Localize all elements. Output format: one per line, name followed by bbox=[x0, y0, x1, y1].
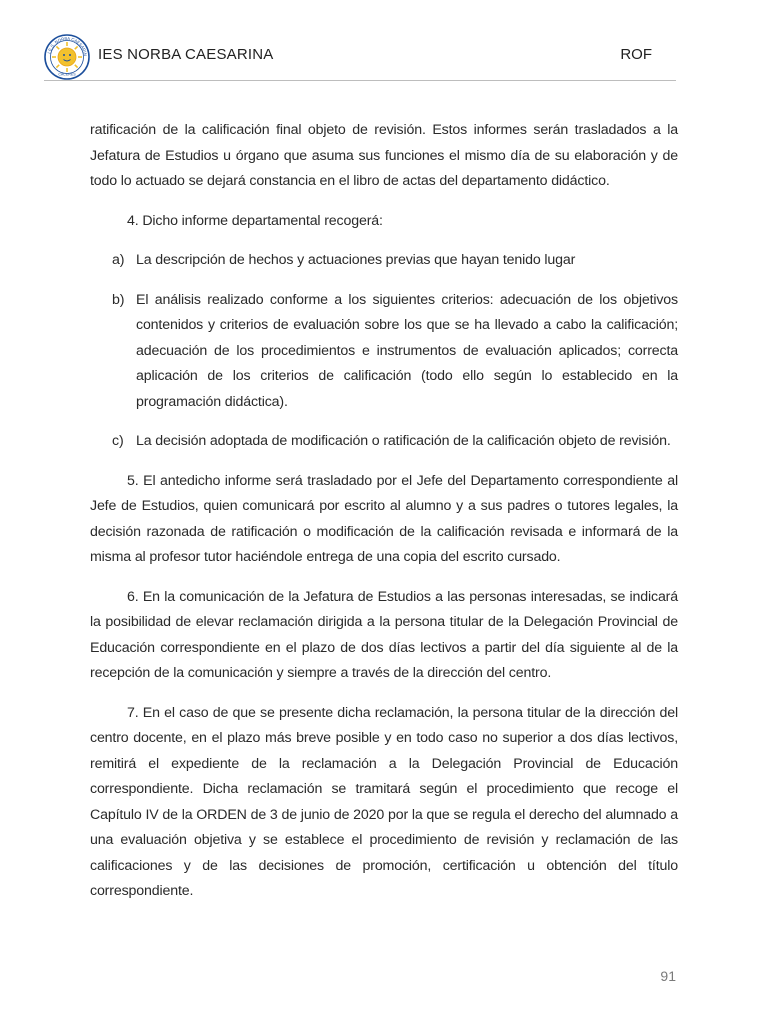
paragraph-intro: ratificación de la calificación final objeto de revisión. Estos informes serán trasladados a la Jefatura de Estudios u órgano que asuma sus funciones el mismo día de su elaboración y de todo lo actuado se dejará constancia en el libro de actas del departamento didáctico. bbox=[90, 122, 678, 189]
school-logo-icon bbox=[44, 34, 90, 80]
logo-bottom-text: CÁCERES bbox=[58, 72, 76, 77]
paragraph-4: 4. Dicho informe departamental recogerá: bbox=[127, 212, 383, 229]
school-name: IES NORBA CAESARINA bbox=[98, 46, 274, 63]
list-item-b bbox=[90, 288, 678, 416]
paragraph-7: 7. En el caso de que se presente dicha reclamación, la persona titular de la dirección del centro docente, en el plazo más breve posible y en todo caso no superior a dos días lectivos, remitirá el expediente de la reclamación a la Delegación Provincial de Educación correspondiente. Dicha reclamación se tramitará según el procedimiento que recoge el Capítulo IV de la ORDEN de 3 de junio de 2020 por la que se regula el derecho del alumnado a una evaluación objetiva y se establece el procedimiento de revisión y reclamación de las calificaciones y de las decisiones de promoción, certificación u obtención del título correspondiente. bbox=[90, 704, 678, 899]
logo-ring-text: I.E.S. NORBA CAESARIN bbox=[46, 35, 88, 57]
list-marker: c) bbox=[112, 433, 124, 449]
list-marker: b) bbox=[112, 291, 125, 308]
page-header bbox=[44, 34, 676, 81]
document-code: ROF bbox=[620, 46, 652, 63]
list-item-text: La decisión adoptada de modificación o ratificación de la calificación objeto de revisión. bbox=[136, 433, 671, 449]
document-body bbox=[90, 118, 678, 919]
page-number: 91 bbox=[660, 968, 676, 984]
list-item-c bbox=[90, 429, 678, 455]
list-item-text: El análisis realizado conforme a los siguientes criterios: adecuación de los objetivos contenidos y criterios de evaluación sobre los que se ha llevado a cabo la calificación; adecuación de los procedimientos e instrumentos de evaluación aplicados; correcta aplicación de los criterios de calificación (todo ello según lo establecido en la programación didáctica). bbox=[136, 291, 678, 410]
list-item-text: La descripción de hechos y actuaciones previas que hayan tenido lugar bbox=[136, 252, 576, 268]
list-marker: a) bbox=[112, 252, 125, 268]
paragraph-5: 5. El antedicho informe será trasladado por el Jefe del Departamento correspondiente al Jefe de Estudios, quien comunicará por escrito al alumno y a sus padres o tutores legales, la decisión razonada de ratificación o modificación de la calificación revisada e informará de la misma al profesor tutor haciéndole entrega de una copia del escrito cursado. bbox=[90, 472, 678, 565]
list-item-a bbox=[90, 248, 678, 274]
paragraph-6: 6. En la comunicación de la Jefatura de Estudios a las personas interesadas, se indicará la posibilidad de elevar reclamación dirigida a la persona titular de la Delegación Provincial de Educación correspondiente en el plazo de dos días lectivos a partir del día siguiente al de la recepción de la comunicación y siempre a través de la dirección del centro. bbox=[90, 588, 678, 681]
